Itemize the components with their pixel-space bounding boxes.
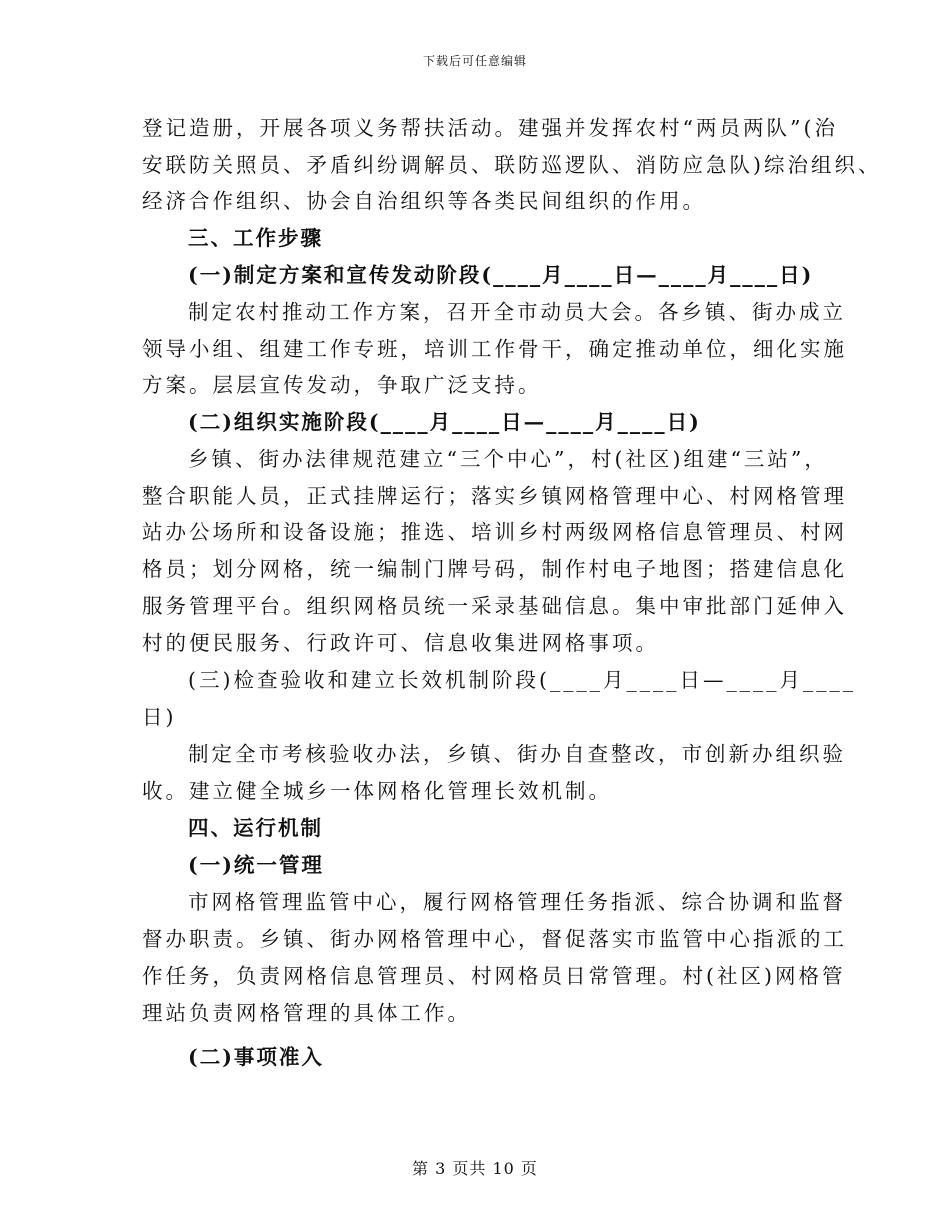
body-line: 作任务，负责网格信息管理员、村网格员日常管理。村(社区)网格管 [142, 964, 846, 988]
subsection-heading: (一)统一管理 [188, 853, 324, 877]
body-line: 制定全市考核验收办法，乡镇、街办自查整改，市创新办组织验 [188, 742, 846, 766]
body-line: 经济合作组织、协会自治组织等各类民间组织的作用。 [142, 189, 706, 213]
body-line: 村的便民服务、行政许可、信息收集进网格事项。 [142, 631, 659, 655]
page-header: 下载后可任意编辑 [422, 54, 527, 68]
page-footer: 第 3 页共 10 页 [412, 1159, 538, 1178]
body-line: 乡镇、街办法律规范建立“三个中心”，村(社区)组建“三站”， [188, 447, 828, 471]
subsection-heading: (二)组织实施阶段(____月____日—____月____日) [188, 410, 701, 434]
body-line: 日) [142, 705, 177, 729]
subsection-heading: (二)事项准入 [188, 1045, 324, 1069]
subsection-heading: (一)制定方案和宣传发动阶段(____月____日—____月____日) [188, 263, 814, 287]
body-line: 制定农村推动工作方案，召开全市动员大会。各乡镇、街办成立 [188, 300, 846, 324]
body-line: 收。建立健全城乡一体网格化管理长效机制。 [142, 779, 612, 803]
section-heading: 三、工作步骤 [188, 226, 323, 250]
body-line: 市网格管理监管中心，履行网格管理任务指派、综合协调和监督 [188, 890, 846, 914]
body-line: 登记造册，开展各项义务帮扶活动。建强并发挥农村“两员两队”(治 [142, 116, 838, 140]
body-line: 理站负责网格管理的具体工作。 [142, 1001, 471, 1025]
body-line: 站办公场所和设备设施；推选、培训乡村两级网格信息管理员、村网 [142, 520, 847, 544]
body-line: 督办职责。乡镇、街办网格管理中心，督促落实市监管中心指派的工 [142, 927, 847, 951]
body-line: 服务管理平台。组织网格员统一采录基础信息。集中审批部门延伸入 [142, 594, 847, 618]
body-line: 安联防关照员、矛盾纠纷调解员、联防巡逻队、消防应急队)综治组织、 [142, 153, 882, 177]
body-line: 方案。层层宣传发动，争取广泛支持。 [142, 373, 542, 397]
section-heading: 四、运行机制 [188, 816, 323, 840]
subsection-heading: (三)检查验收和建立长效机制阶段(____月____日—____月____ [188, 668, 856, 692]
body-line: 领导小组、组建工作专班，培训工作骨干，确定推动单位，细化实施 [142, 337, 847, 361]
body-line: 整合职能人员，正式挂牌运行；落实乡镇网格管理中心、村网格管理 [142, 484, 847, 508]
body-line: 格员；划分网格，统一编制门牌号码，制作村电子地图；搭建信息化 [142, 557, 847, 581]
